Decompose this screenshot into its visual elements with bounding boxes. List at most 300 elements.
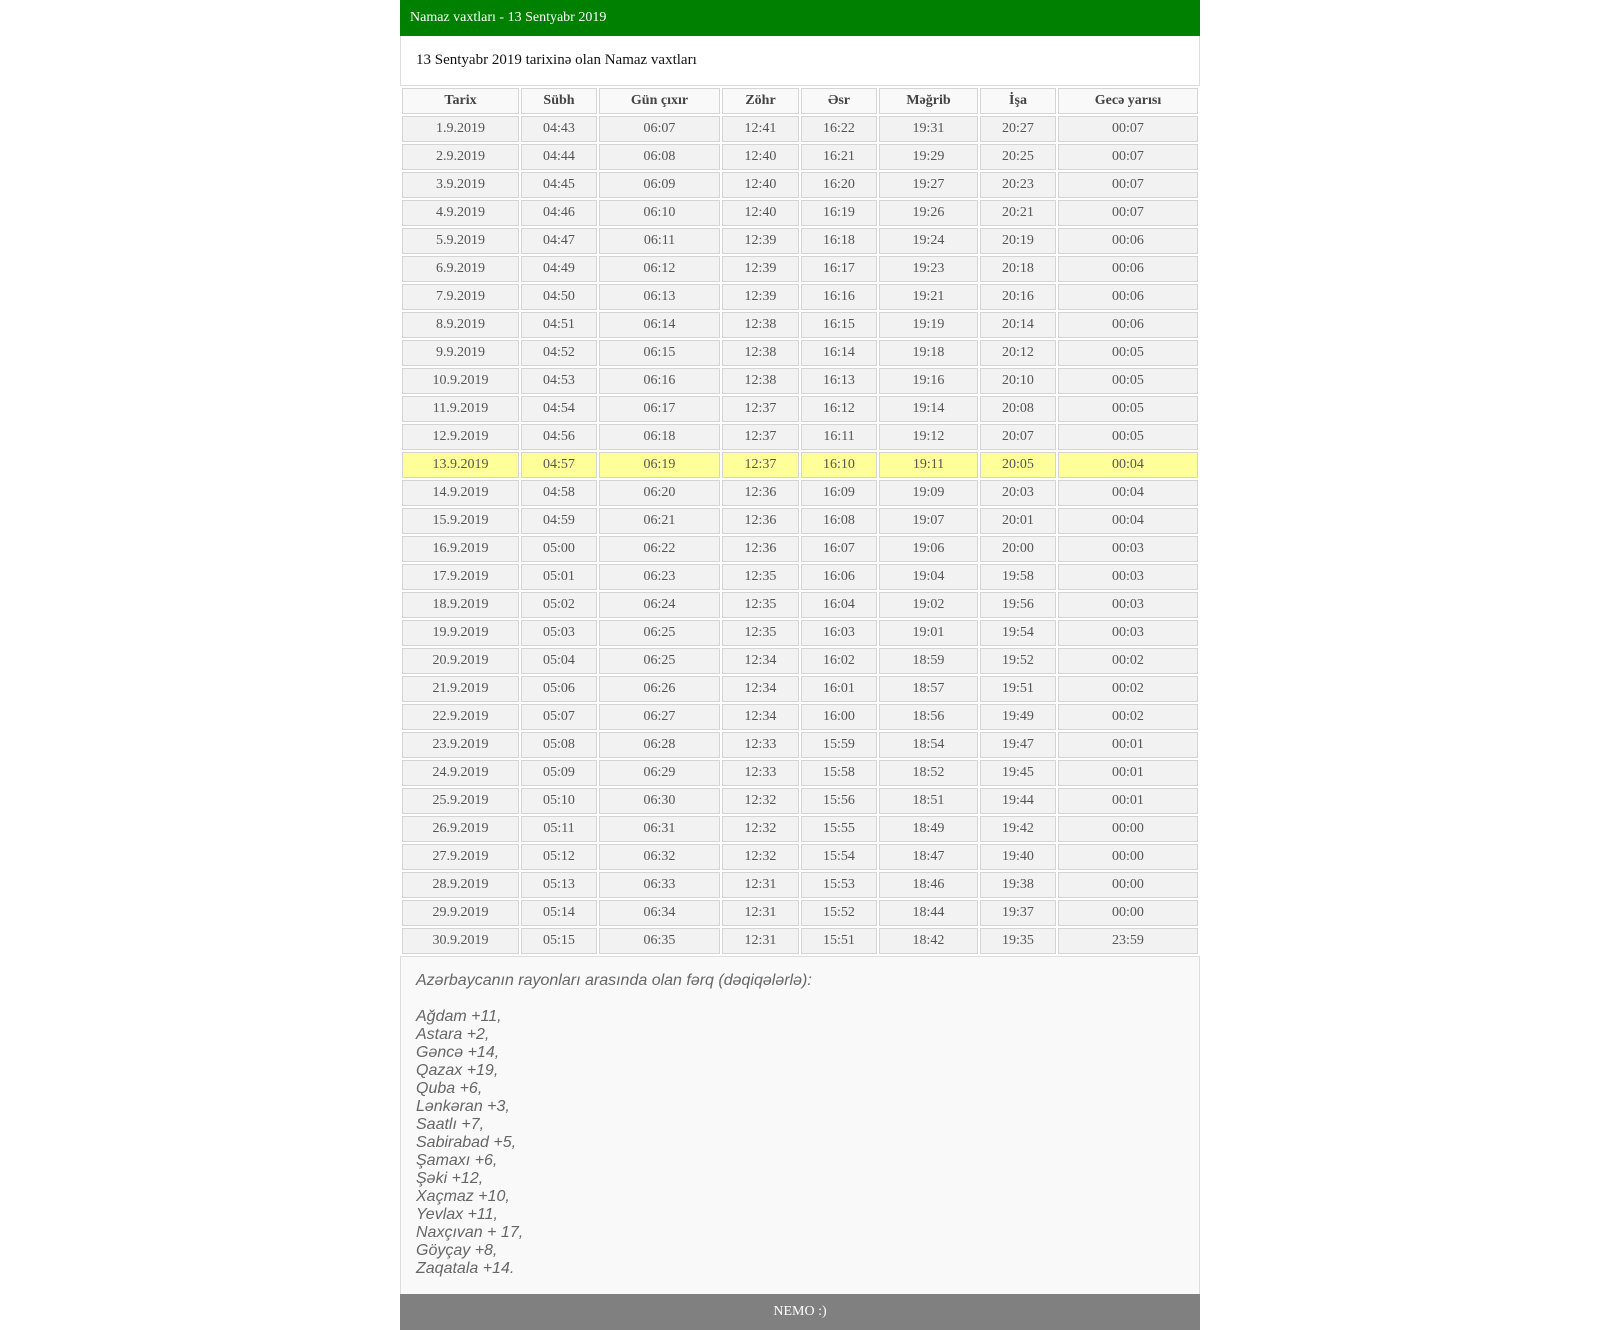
cell-subh: 05:15 xyxy=(521,928,597,954)
table-row xyxy=(402,676,1198,702)
cell-tarix: 16.9.2019 xyxy=(402,536,519,562)
cell-subh: 05:08 xyxy=(521,732,597,758)
cell-tarix: 29.9.2019 xyxy=(402,900,519,926)
region-difference-item: Şəki +12, xyxy=(416,1170,484,1187)
cell-gun-cixir: 06:24 xyxy=(599,592,720,618)
cell-gun-cixir: 06:13 xyxy=(599,284,720,310)
cell-tarix: 19.9.2019 xyxy=(402,620,519,646)
cell-gun-cixir: 06:16 xyxy=(599,368,720,394)
cell-subh: 05:11 xyxy=(521,816,597,842)
cell-megrib: 19:06 xyxy=(879,536,978,562)
cell-megrib: 19:21 xyxy=(879,284,978,310)
cell-zohr: 12:40 xyxy=(722,172,799,198)
times-table-body xyxy=(402,116,1198,954)
cell-tarix: 3.9.2019 xyxy=(402,172,519,198)
table-row-current xyxy=(402,452,1198,478)
cell-gun-cixir: 06:26 xyxy=(599,676,720,702)
column-header-gun-cixir: Gün çıxır xyxy=(599,88,720,114)
cell-gun-cixir: 06:10 xyxy=(599,200,720,226)
cell-subh: 05:07 xyxy=(521,704,597,730)
cell-zohr: 12:32 xyxy=(722,788,799,814)
cell-esr: 16:17 xyxy=(801,256,877,282)
region-differences-panel xyxy=(400,956,1200,1294)
prayer-times-table xyxy=(400,86,1200,956)
cell-subh: 05:02 xyxy=(521,592,597,618)
region-difference-item: Ağdam +11, xyxy=(416,1008,502,1025)
cell-isa: 19:54 xyxy=(980,620,1056,646)
cell-tarix: 11.9.2019 xyxy=(402,396,519,422)
cell-gun-cixir: 06:35 xyxy=(599,928,720,954)
cell-gun-cixir: 06:09 xyxy=(599,172,720,198)
cell-isa: 19:45 xyxy=(980,760,1056,786)
cell-isa: 19:37 xyxy=(980,900,1056,926)
cell-esr: 16:00 xyxy=(801,704,877,730)
cell-gece-yarisi: 23:59 xyxy=(1058,928,1198,954)
table-row xyxy=(402,144,1198,170)
table-row xyxy=(402,228,1198,254)
cell-isa: 20:27 xyxy=(980,116,1056,142)
region-difference-item: Sabirabad +5, xyxy=(416,1134,517,1151)
cell-esr: 16:22 xyxy=(801,116,877,142)
cell-megrib: 18:51 xyxy=(879,788,978,814)
cell-gun-cixir: 06:25 xyxy=(599,648,720,674)
cell-megrib: 18:54 xyxy=(879,732,978,758)
cell-esr: 15:53 xyxy=(801,872,877,898)
cell-gun-cixir: 06:30 xyxy=(599,788,720,814)
cell-zohr: 12:36 xyxy=(722,536,799,562)
cell-gun-cixir: 06:21 xyxy=(599,508,720,534)
table-row xyxy=(402,256,1198,282)
cell-tarix: 25.9.2019 xyxy=(402,788,519,814)
cell-esr: 16:14 xyxy=(801,340,877,366)
cell-esr: 15:51 xyxy=(801,928,877,954)
cell-megrib: 19:09 xyxy=(879,480,978,506)
page-title: Namaz vaxtları - 13 Sentyabr 2019 xyxy=(410,10,607,25)
cell-gun-cixir: 06:15 xyxy=(599,340,720,366)
cell-isa: 20:16 xyxy=(980,284,1056,310)
cell-subh: 04:52 xyxy=(521,340,597,366)
cell-gece-yarisi: 00:03 xyxy=(1058,620,1198,646)
region-difference-item: Qazax +19, xyxy=(416,1062,499,1079)
cell-megrib: 19:11 xyxy=(879,452,978,478)
cell-megrib: 18:46 xyxy=(879,872,978,898)
cell-zohr: 12:35 xyxy=(722,592,799,618)
cell-subh: 04:57 xyxy=(521,452,597,478)
cell-esr: 16:06 xyxy=(801,564,877,590)
cell-zohr: 12:39 xyxy=(722,228,799,254)
column-header-tarix: Tarix xyxy=(402,88,519,114)
cell-subh: 04:56 xyxy=(521,424,597,450)
cell-gun-cixir: 06:17 xyxy=(599,396,720,422)
cell-tarix: 24.9.2019 xyxy=(402,760,519,786)
cell-zohr: 12:41 xyxy=(722,116,799,142)
cell-zohr: 12:38 xyxy=(722,312,799,338)
cell-subh: 04:58 xyxy=(521,480,597,506)
region-difference-item: Şamaxı +6, xyxy=(416,1152,498,1169)
cell-esr: 16:13 xyxy=(801,368,877,394)
cell-gun-cixir: 06:19 xyxy=(599,452,720,478)
cell-gun-cixir: 06:32 xyxy=(599,844,720,870)
cell-zohr: 12:33 xyxy=(722,732,799,758)
cell-megrib: 18:57 xyxy=(879,676,978,702)
table-row xyxy=(402,788,1198,814)
cell-subh: 04:54 xyxy=(521,396,597,422)
cell-esr: 15:52 xyxy=(801,900,877,926)
cell-tarix: 4.9.2019 xyxy=(402,200,519,226)
cell-gece-yarisi: 00:04 xyxy=(1058,480,1198,506)
cell-subh: 04:49 xyxy=(521,256,597,282)
cell-esr: 16:02 xyxy=(801,648,877,674)
cell-megrib: 18:59 xyxy=(879,648,978,674)
table-row xyxy=(402,704,1198,730)
cell-esr: 16:12 xyxy=(801,396,877,422)
cell-tarix: 21.9.2019 xyxy=(402,676,519,702)
cell-gun-cixir: 06:25 xyxy=(599,620,720,646)
cell-gece-yarisi: 00:02 xyxy=(1058,704,1198,730)
cell-gece-yarisi: 00:07 xyxy=(1058,144,1198,170)
cell-gece-yarisi: 00:03 xyxy=(1058,592,1198,618)
cell-isa: 20:00 xyxy=(980,536,1056,562)
cell-zohr: 12:34 xyxy=(722,704,799,730)
cell-tarix: 5.9.2019 xyxy=(402,228,519,254)
cell-tarix: 7.9.2019 xyxy=(402,284,519,310)
cell-zohr: 12:36 xyxy=(722,480,799,506)
cell-megrib: 19:26 xyxy=(879,200,978,226)
cell-zohr: 12:39 xyxy=(722,284,799,310)
cell-esr: 16:11 xyxy=(801,424,877,450)
cell-gece-yarisi: 00:05 xyxy=(1058,340,1198,366)
cell-zohr: 12:40 xyxy=(722,200,799,226)
cell-megrib: 19:19 xyxy=(879,312,978,338)
cell-subh: 04:46 xyxy=(521,200,597,226)
page-container xyxy=(400,0,1200,1330)
table-row xyxy=(402,872,1198,898)
cell-isa: 20:07 xyxy=(980,424,1056,450)
table-row xyxy=(402,172,1198,198)
cell-gun-cixir: 06:14 xyxy=(599,312,720,338)
cell-gun-cixir: 06:28 xyxy=(599,732,720,758)
cell-zohr: 12:31 xyxy=(722,900,799,926)
table-row xyxy=(402,396,1198,422)
cell-zohr: 12:39 xyxy=(722,256,799,282)
cell-tarix: 8.9.2019 xyxy=(402,312,519,338)
cell-isa: 20:23 xyxy=(980,172,1056,198)
table-row xyxy=(402,564,1198,590)
cell-zohr: 12:38 xyxy=(722,368,799,394)
cell-gece-yarisi: 00:05 xyxy=(1058,368,1198,394)
cell-isa: 19:47 xyxy=(980,732,1056,758)
cell-tarix: 28.9.2019 xyxy=(402,872,519,898)
cell-megrib: 18:52 xyxy=(879,760,978,786)
region-difference-item: Quba +6, xyxy=(416,1080,483,1097)
column-header-zohr: Zöhr xyxy=(722,88,799,114)
cell-tarix: 23.9.2019 xyxy=(402,732,519,758)
cell-esr: 16:04 xyxy=(801,592,877,618)
cell-zohr: 12:31 xyxy=(722,872,799,898)
table-row xyxy=(402,284,1198,310)
cell-zohr: 12:36 xyxy=(722,508,799,534)
cell-esr: 15:59 xyxy=(801,732,877,758)
cell-tarix: 17.9.2019 xyxy=(402,564,519,590)
footer-text: NEMO :) xyxy=(773,1304,827,1319)
cell-tarix: 20.9.2019 xyxy=(402,648,519,674)
cell-esr: 16:09 xyxy=(801,480,877,506)
table-row xyxy=(402,928,1198,954)
cell-esr: 16:07 xyxy=(801,536,877,562)
cell-gece-yarisi: 00:07 xyxy=(1058,172,1198,198)
cell-gece-yarisi: 00:00 xyxy=(1058,900,1198,926)
table-row xyxy=(402,340,1198,366)
cell-tarix: 2.9.2019 xyxy=(402,144,519,170)
cell-gun-cixir: 06:08 xyxy=(599,144,720,170)
cell-isa: 19:58 xyxy=(980,564,1056,590)
cell-esr: 16:10 xyxy=(801,452,877,478)
cell-isa: 20:05 xyxy=(980,452,1056,478)
cell-gun-cixir: 06:22 xyxy=(599,536,720,562)
cell-tarix: 13.9.2019 xyxy=(402,452,519,478)
cell-gece-yarisi: 00:04 xyxy=(1058,508,1198,534)
cell-tarix: 26.9.2019 xyxy=(402,816,519,842)
cell-megrib: 19:04 xyxy=(879,564,978,590)
cell-gece-yarisi: 00:00 xyxy=(1058,872,1198,898)
cell-megrib: 18:49 xyxy=(879,816,978,842)
cell-subh: 05:03 xyxy=(521,620,597,646)
cell-tarix: 12.9.2019 xyxy=(402,424,519,450)
table-row xyxy=(402,900,1198,926)
cell-gun-cixir: 06:12 xyxy=(599,256,720,282)
cell-gece-yarisi: 00:00 xyxy=(1058,844,1198,870)
cell-zohr: 12:38 xyxy=(722,340,799,366)
region-difference-item: Zaqatala +14. xyxy=(416,1260,515,1277)
cell-megrib: 19:23 xyxy=(879,256,978,282)
cell-isa: 20:12 xyxy=(980,340,1056,366)
cell-isa: 19:38 xyxy=(980,872,1056,898)
cell-subh: 05:09 xyxy=(521,760,597,786)
cell-subh: 05:01 xyxy=(521,564,597,590)
cell-subh: 04:44 xyxy=(521,144,597,170)
cell-megrib: 19:16 xyxy=(879,368,978,394)
cell-subh: 04:59 xyxy=(521,508,597,534)
cell-tarix: 14.9.2019 xyxy=(402,480,519,506)
cell-megrib: 19:29 xyxy=(879,144,978,170)
cell-subh: 04:51 xyxy=(521,312,597,338)
cell-esr: 16:08 xyxy=(801,508,877,534)
cell-zohr: 12:32 xyxy=(722,816,799,842)
cell-gece-yarisi: 00:07 xyxy=(1058,116,1198,142)
region-difference-item: Saatlı +7, xyxy=(416,1116,485,1133)
cell-subh: 05:13 xyxy=(521,872,597,898)
cell-gece-yarisi: 00:06 xyxy=(1058,312,1198,338)
cell-megrib: 19:01 xyxy=(879,620,978,646)
table-row xyxy=(402,620,1198,646)
cell-gece-yarisi: 00:01 xyxy=(1058,760,1198,786)
cell-gece-yarisi: 00:01 xyxy=(1058,788,1198,814)
cell-subh: 05:04 xyxy=(521,648,597,674)
cell-esr: 16:03 xyxy=(801,620,877,646)
cell-isa: 19:56 xyxy=(980,592,1056,618)
cell-megrib: 19:02 xyxy=(879,592,978,618)
cell-gece-yarisi: 00:00 xyxy=(1058,816,1198,842)
page-header xyxy=(400,0,1200,36)
table-row xyxy=(402,816,1198,842)
cell-subh: 05:06 xyxy=(521,676,597,702)
cell-tarix: 9.9.2019 xyxy=(402,340,519,366)
cell-gece-yarisi: 00:02 xyxy=(1058,648,1198,674)
subtitle-panel xyxy=(400,36,1200,86)
cell-isa: 20:18 xyxy=(980,256,1056,282)
cell-isa: 20:25 xyxy=(980,144,1056,170)
cell-esr: 16:16 xyxy=(801,284,877,310)
cell-gun-cixir: 06:29 xyxy=(599,760,720,786)
cell-esr: 16:15 xyxy=(801,312,877,338)
cell-gece-yarisi: 00:03 xyxy=(1058,536,1198,562)
cell-megrib: 19:31 xyxy=(879,116,978,142)
cell-gece-yarisi: 00:01 xyxy=(1058,732,1198,758)
cell-isa: 20:10 xyxy=(980,368,1056,394)
region-difference-item: Xaçmaz +10, xyxy=(416,1188,510,1205)
cell-esr: 15:58 xyxy=(801,760,877,786)
cell-gece-yarisi: 00:07 xyxy=(1058,200,1198,226)
page-footer xyxy=(400,1294,1200,1330)
cell-esr: 16:19 xyxy=(801,200,877,226)
cell-tarix: 30.9.2019 xyxy=(402,928,519,954)
cell-megrib: 19:27 xyxy=(879,172,978,198)
table-row xyxy=(402,536,1198,562)
table-row xyxy=(402,592,1198,618)
spacer xyxy=(416,990,1184,1008)
cell-megrib: 19:14 xyxy=(879,396,978,422)
header-row xyxy=(402,88,1198,114)
cell-zohr: 12:35 xyxy=(722,620,799,646)
cell-gun-cixir: 06:07 xyxy=(599,116,720,142)
column-header-megrib: Məğrib xyxy=(879,88,978,114)
table-row xyxy=(402,844,1198,870)
cell-isa: 19:52 xyxy=(980,648,1056,674)
cell-gece-yarisi: 00:06 xyxy=(1058,284,1198,310)
cell-esr: 16:20 xyxy=(801,172,877,198)
cell-gece-yarisi: 00:03 xyxy=(1058,564,1198,590)
cell-isa: 20:21 xyxy=(980,200,1056,226)
cell-tarix: 10.9.2019 xyxy=(402,368,519,394)
cell-isa: 19:40 xyxy=(980,844,1056,870)
cell-subh: 05:12 xyxy=(521,844,597,870)
region-difference-item: Gəncə +14, xyxy=(416,1044,500,1061)
column-header-esr: Əsr xyxy=(801,88,877,114)
column-header-isa: İşa xyxy=(980,88,1056,114)
cell-isa: 19:42 xyxy=(980,816,1056,842)
cell-gun-cixir: 06:20 xyxy=(599,480,720,506)
cell-megrib: 18:44 xyxy=(879,900,978,926)
cell-subh: 04:47 xyxy=(521,228,597,254)
cell-tarix: 27.9.2019 xyxy=(402,844,519,870)
region-difference-item: Naxçıvan + 17, xyxy=(416,1224,524,1241)
cell-subh: 04:50 xyxy=(521,284,597,310)
region-difference-item: Astara +2, xyxy=(416,1026,490,1043)
cell-esr: 15:56 xyxy=(801,788,877,814)
cell-esr: 16:21 xyxy=(801,144,877,170)
cell-gun-cixir: 06:23 xyxy=(599,564,720,590)
cell-isa: 20:19 xyxy=(980,228,1056,254)
cell-isa: 19:35 xyxy=(980,928,1056,954)
cell-zohr: 12:34 xyxy=(722,648,799,674)
cell-gun-cixir: 06:31 xyxy=(599,816,720,842)
subtitle-text: 13 Sentyabr 2019 tarixinə olan Namaz vaxtları xyxy=(416,52,697,68)
cell-esr: 15:54 xyxy=(801,844,877,870)
cell-zohr: 12:37 xyxy=(722,424,799,450)
cell-tarix: 6.9.2019 xyxy=(402,256,519,282)
cell-tarix: 15.9.2019 xyxy=(402,508,519,534)
table-row xyxy=(402,312,1198,338)
table-row xyxy=(402,648,1198,674)
cell-megrib: 19:24 xyxy=(879,228,978,254)
cell-subh: 04:53 xyxy=(521,368,597,394)
column-header-subh: Sübh xyxy=(521,88,597,114)
cell-gun-cixir: 06:27 xyxy=(599,704,720,730)
cell-subh: 05:14 xyxy=(521,900,597,926)
cell-isa: 20:03 xyxy=(980,480,1056,506)
cell-gun-cixir: 06:18 xyxy=(599,424,720,450)
cell-gun-cixir: 06:33 xyxy=(599,872,720,898)
region-differences-heading: Azərbaycanın rayonları arasında olan fərq (dəqiqələrlə): xyxy=(416,972,812,989)
cell-gun-cixir: 06:11 xyxy=(599,228,720,254)
cell-subh: 04:45 xyxy=(521,172,597,198)
table-row xyxy=(402,116,1198,142)
table-row xyxy=(402,480,1198,506)
cell-zohr: 12:33 xyxy=(722,760,799,786)
cell-isa: 20:08 xyxy=(980,396,1056,422)
cell-gece-yarisi: 00:06 xyxy=(1058,256,1198,282)
cell-esr: 15:55 xyxy=(801,816,877,842)
cell-isa: 20:14 xyxy=(980,312,1056,338)
cell-isa: 19:51 xyxy=(980,676,1056,702)
cell-gece-yarisi: 00:02 xyxy=(1058,676,1198,702)
cell-subh: 05:10 xyxy=(521,788,597,814)
cell-megrib: 18:47 xyxy=(879,844,978,870)
table-row xyxy=(402,368,1198,394)
cell-megrib: 18:56 xyxy=(879,704,978,730)
cell-megrib: 19:18 xyxy=(879,340,978,366)
table-header xyxy=(402,88,1198,114)
cell-gun-cixir: 06:34 xyxy=(599,900,720,926)
cell-megrib: 19:07 xyxy=(879,508,978,534)
cell-zohr: 12:35 xyxy=(722,564,799,590)
table-row xyxy=(402,200,1198,226)
cell-gece-yarisi: 00:05 xyxy=(1058,424,1198,450)
cell-tarix: 18.9.2019 xyxy=(402,592,519,618)
cell-gece-yarisi: 00:06 xyxy=(1058,228,1198,254)
cell-zohr: 12:32 xyxy=(722,844,799,870)
cell-isa: 19:44 xyxy=(980,788,1056,814)
cell-gece-yarisi: 00:04 xyxy=(1058,452,1198,478)
cell-subh: 04:43 xyxy=(521,116,597,142)
cell-megrib: 18:42 xyxy=(879,928,978,954)
cell-zohr: 12:34 xyxy=(722,676,799,702)
cell-subh: 05:00 xyxy=(521,536,597,562)
table-row xyxy=(402,732,1198,758)
cell-tarix: 22.9.2019 xyxy=(402,704,519,730)
region-difference-item: Lənkəran +3, xyxy=(416,1098,510,1115)
cell-esr: 16:01 xyxy=(801,676,877,702)
column-header-gece-yarisi: Gecə yarısı xyxy=(1058,88,1198,114)
cell-esr: 16:18 xyxy=(801,228,877,254)
region-difference-item: Göyçay +8, xyxy=(416,1242,498,1259)
cell-isa: 19:49 xyxy=(980,704,1056,730)
cell-isa: 20:01 xyxy=(980,508,1056,534)
cell-gece-yarisi: 00:05 xyxy=(1058,396,1198,422)
table-row xyxy=(402,508,1198,534)
cell-zohr: 12:31 xyxy=(722,928,799,954)
table-row xyxy=(402,760,1198,786)
